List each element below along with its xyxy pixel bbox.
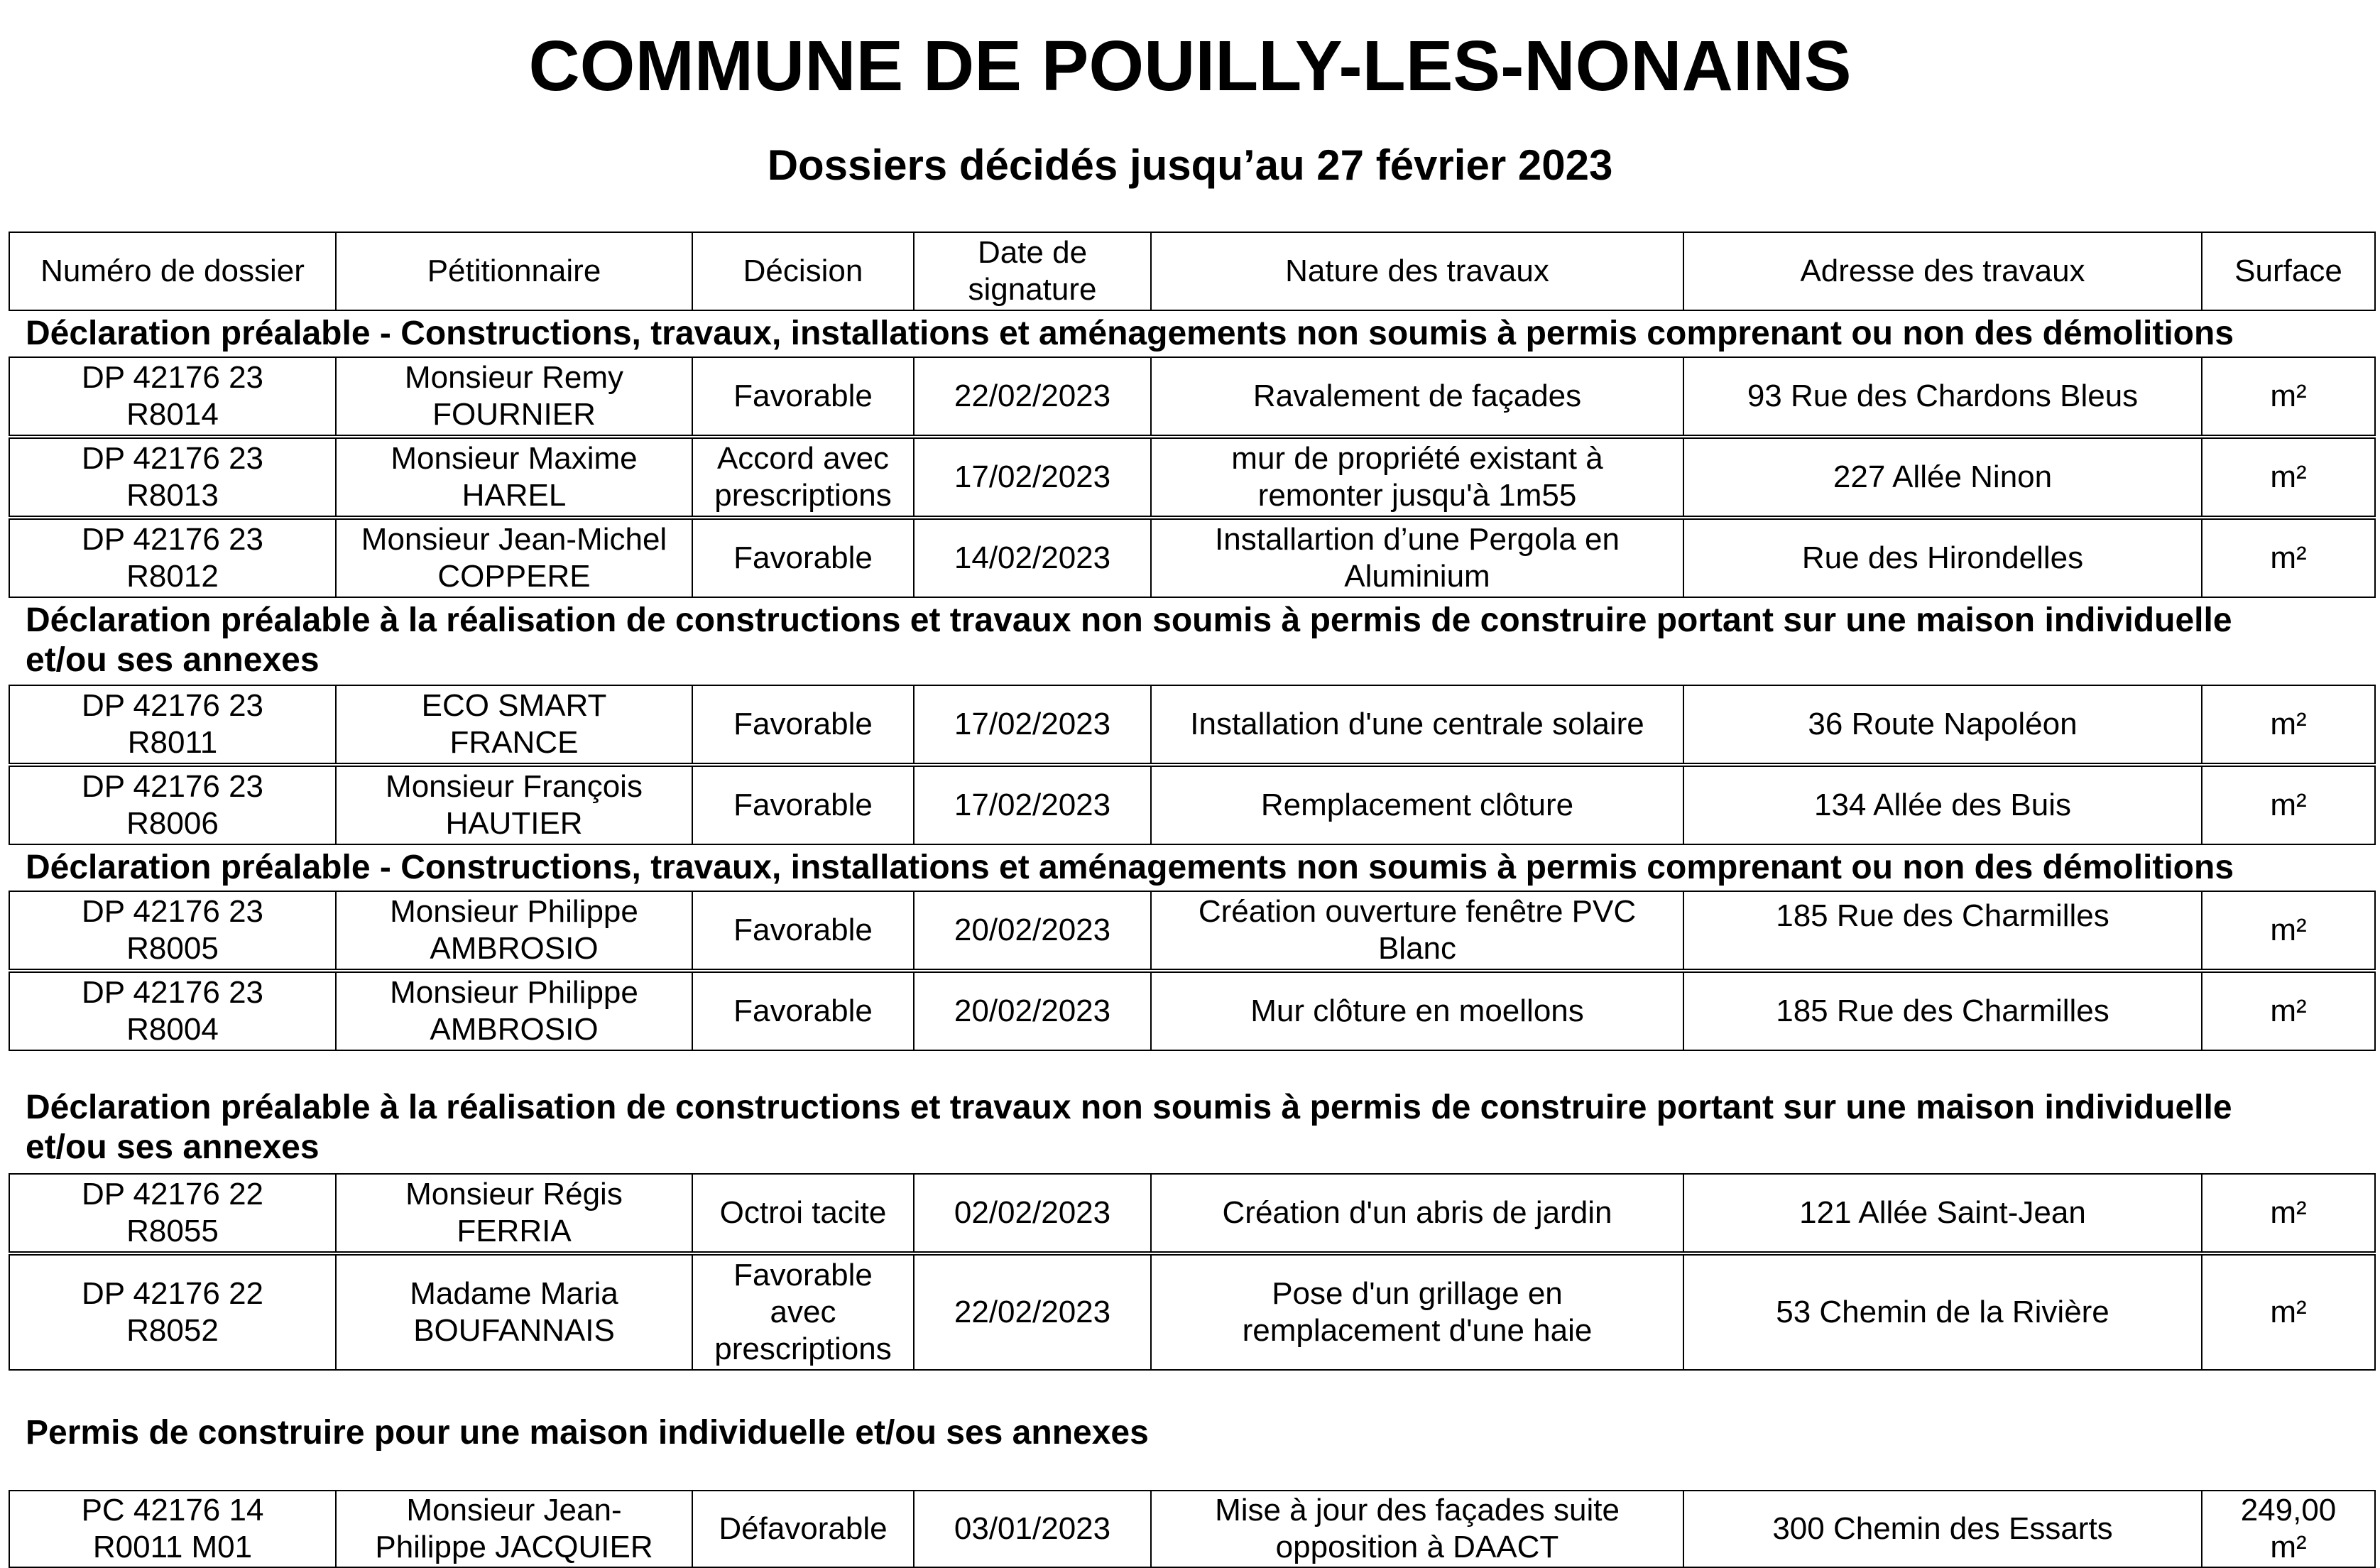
column-header-adresse: Adresse des travaux (1684, 233, 2202, 310)
page-title: COMMUNE DE POUILLY-LES-NONAINS (528, 26, 1852, 106)
column-header-nature: Nature des travaux (1152, 233, 1684, 310)
cell-adresse: 121 Allée Saint-Jean (1684, 1175, 2202, 1251)
cell-surface: m² (2270, 1195, 2307, 1230)
column-header-numero: Numéro de dossier (10, 233, 337, 310)
cell-surface: 249,00 m² (2240, 1493, 2337, 1564)
table-row (9, 685, 2376, 764)
cell-nature: Remplacement clôture (1152, 767, 1684, 844)
cell-nature: Installartion d’une Pergola en Aluminium (1152, 520, 1684, 597)
cell-petitionnaire: Monsieur François HAUTIER (337, 767, 693, 844)
cell-petitionnaire: Monsieur Maxime HAREL (337, 439, 693, 516)
cell-nature: Mur clôture en moellons (1152, 973, 1684, 1050)
column-header-surface: Surface (2234, 254, 2342, 288)
cell-decision: Défavorable (693, 1491, 915, 1567)
cell-date: 17/02/2023 (915, 439, 1152, 516)
cell-adresse: 300 Chemin des Essarts (1684, 1491, 2202, 1567)
column-header-petitionnaire: Pétitionnaire (337, 233, 693, 310)
table-row (9, 891, 2376, 970)
cell-numero: DP 42176 23 R8006 (10, 767, 337, 844)
cell-adresse: 227 Allée Ninon (1684, 439, 2202, 516)
cell-surface: m² (2270, 993, 2307, 1028)
cell-surface: m² (2270, 540, 2307, 575)
table-row (9, 766, 2376, 845)
column-header-decision: Décision (693, 233, 915, 310)
section-heading: Déclaration préalable - Constructions, travaux, installations et aménagements non soumis à permis comprenant ou non des démolitions (26, 849, 2234, 886)
cell-date: 22/02/2023 (915, 358, 1152, 435)
cell-petitionnaire: Monsieur Philippe AMBROSIO (337, 973, 693, 1050)
cell-decision: Favorable avec prescriptions (693, 1256, 915, 1369)
cell-surface: m² (2270, 1295, 2307, 1329)
cell-numero: DP 42176 23 R8011 (10, 686, 337, 763)
cell-date: 22/02/2023 (915, 1256, 1152, 1369)
cell-decision: Favorable (693, 520, 915, 597)
cell-adresse: 185 Rue des Charmilles (1684, 973, 2202, 1050)
page-subtitle: Dossiers décidés jusqu’au 27 février 2023 (767, 141, 1613, 189)
table-row (9, 1490, 2376, 1568)
cell-numero: DP 42176 23 R8013 (10, 439, 337, 516)
cell-numero: DP 42176 22 R8052 (10, 1256, 337, 1369)
cell-petitionnaire: Monsieur Jean- Philippe JACQUIER (337, 1491, 693, 1567)
cell-adresse: 93 Rue des Chardons Bleus (1684, 358, 2202, 435)
section-heading: Déclaration préalable - Constructions, travaux, installations et aménagements non soumis à permis comprenant ou non des démolitions (26, 315, 2234, 352)
cell-petitionnaire: ECO SMART FRANCE (337, 686, 693, 763)
section-heading: Permis de construire pour une maison individuelle et/ou ses annexes (26, 1414, 1149, 1452)
table-row (9, 1254, 2376, 1371)
column-header-date: Date de signature (915, 233, 1152, 310)
cell-decision: Accord avec prescriptions (693, 439, 915, 516)
cell-surface: m² (2270, 459, 2307, 494)
cell-numero: DP 42176 23 R8005 (10, 892, 337, 969)
cell-date: 17/02/2023 (915, 686, 1152, 763)
cell-decision: Favorable (693, 358, 915, 435)
cell-date: 20/02/2023 (915, 892, 1152, 969)
table-row (9, 437, 2376, 517)
cell-decision: Octroi tacite (693, 1175, 915, 1251)
cell-decision: Favorable (693, 973, 915, 1050)
cell-numero: DP 42176 22 R8055 (10, 1175, 337, 1251)
section-heading: Déclaration préalable à la réalisation de constructions et travaux non soumis à permis de construire portant sur une maison individuelle et/ou ses annexes (26, 601, 2232, 679)
cell-nature: Mise à jour des façades suite opposition à DAACT (1152, 1491, 1684, 1567)
cell-nature: Création ouverture fenêtre PVC Blanc (1152, 892, 1684, 969)
cell-nature: mur de propriété existant à remonter jusqu'à 1m55 (1152, 439, 1684, 516)
cell-numero: DP 42176 23 R8012 (10, 520, 337, 597)
cell-nature: Pose d'un grillage en remplacement d'une haie (1152, 1256, 1684, 1369)
cell-nature: Installation d'une centrale solaire (1152, 686, 1684, 763)
cell-date: 20/02/2023 (915, 973, 1152, 1050)
cell-nature: Création d'un abris de jardin (1152, 1175, 1684, 1251)
cell-petitionnaire: Madame Maria BOUFANNAIS (337, 1256, 693, 1369)
cell-decision: Favorable (693, 767, 915, 844)
cell-petitionnaire: Monsieur Philippe AMBROSIO (337, 892, 693, 969)
table-row (9, 518, 2376, 598)
cell-date: 02/02/2023 (915, 1175, 1152, 1251)
cell-decision: Favorable (693, 892, 915, 969)
section-heading: Déclaration préalable à la réalisation de constructions et travaux non soumis à permis de construire portant sur une maison individuelle et/ou ses annexes (26, 1089, 2232, 1166)
cell-surface: m² (2270, 379, 2307, 413)
cell-surface: m² (2270, 788, 2307, 822)
cell-decision: Favorable (693, 686, 915, 763)
cell-numero: PC 42176 14 R0011 M01 (10, 1491, 337, 1567)
table-header-row (9, 232, 2376, 311)
cell-petitionnaire: Monsieur Remy FOURNIER (337, 358, 693, 435)
cell-numero: DP 42176 23 R8014 (10, 358, 337, 435)
cell-date: 14/02/2023 (915, 520, 1152, 597)
cell-date: 03/01/2023 (915, 1491, 1152, 1567)
cell-surface: m² (2270, 913, 2307, 947)
cell-nature: Ravalement de façades (1152, 358, 1684, 435)
cell-adresse: 36 Route Napoléon (1684, 686, 2202, 763)
table-row (9, 356, 2376, 436)
cell-numero: DP 42176 23 R8004 (10, 973, 337, 1050)
cell-adresse: 53 Chemin de la Rivière (1684, 1256, 2202, 1369)
cell-adresse: 185 Rue des Charmilles (1684, 892, 2202, 969)
cell-date: 17/02/2023 (915, 767, 1152, 844)
cell-petitionnaire: Monsieur Jean-Michel COPPERE (337, 520, 693, 597)
cell-surface: m² (2270, 707, 2307, 741)
cell-petitionnaire: Monsieur Régis FERRIA (337, 1175, 693, 1251)
cell-adresse: Rue des Hirondelles (1684, 520, 2202, 597)
table-row (9, 971, 2376, 1051)
table-row (9, 1173, 2376, 1253)
cell-adresse: 134 Allée des Buis (1684, 767, 2202, 844)
